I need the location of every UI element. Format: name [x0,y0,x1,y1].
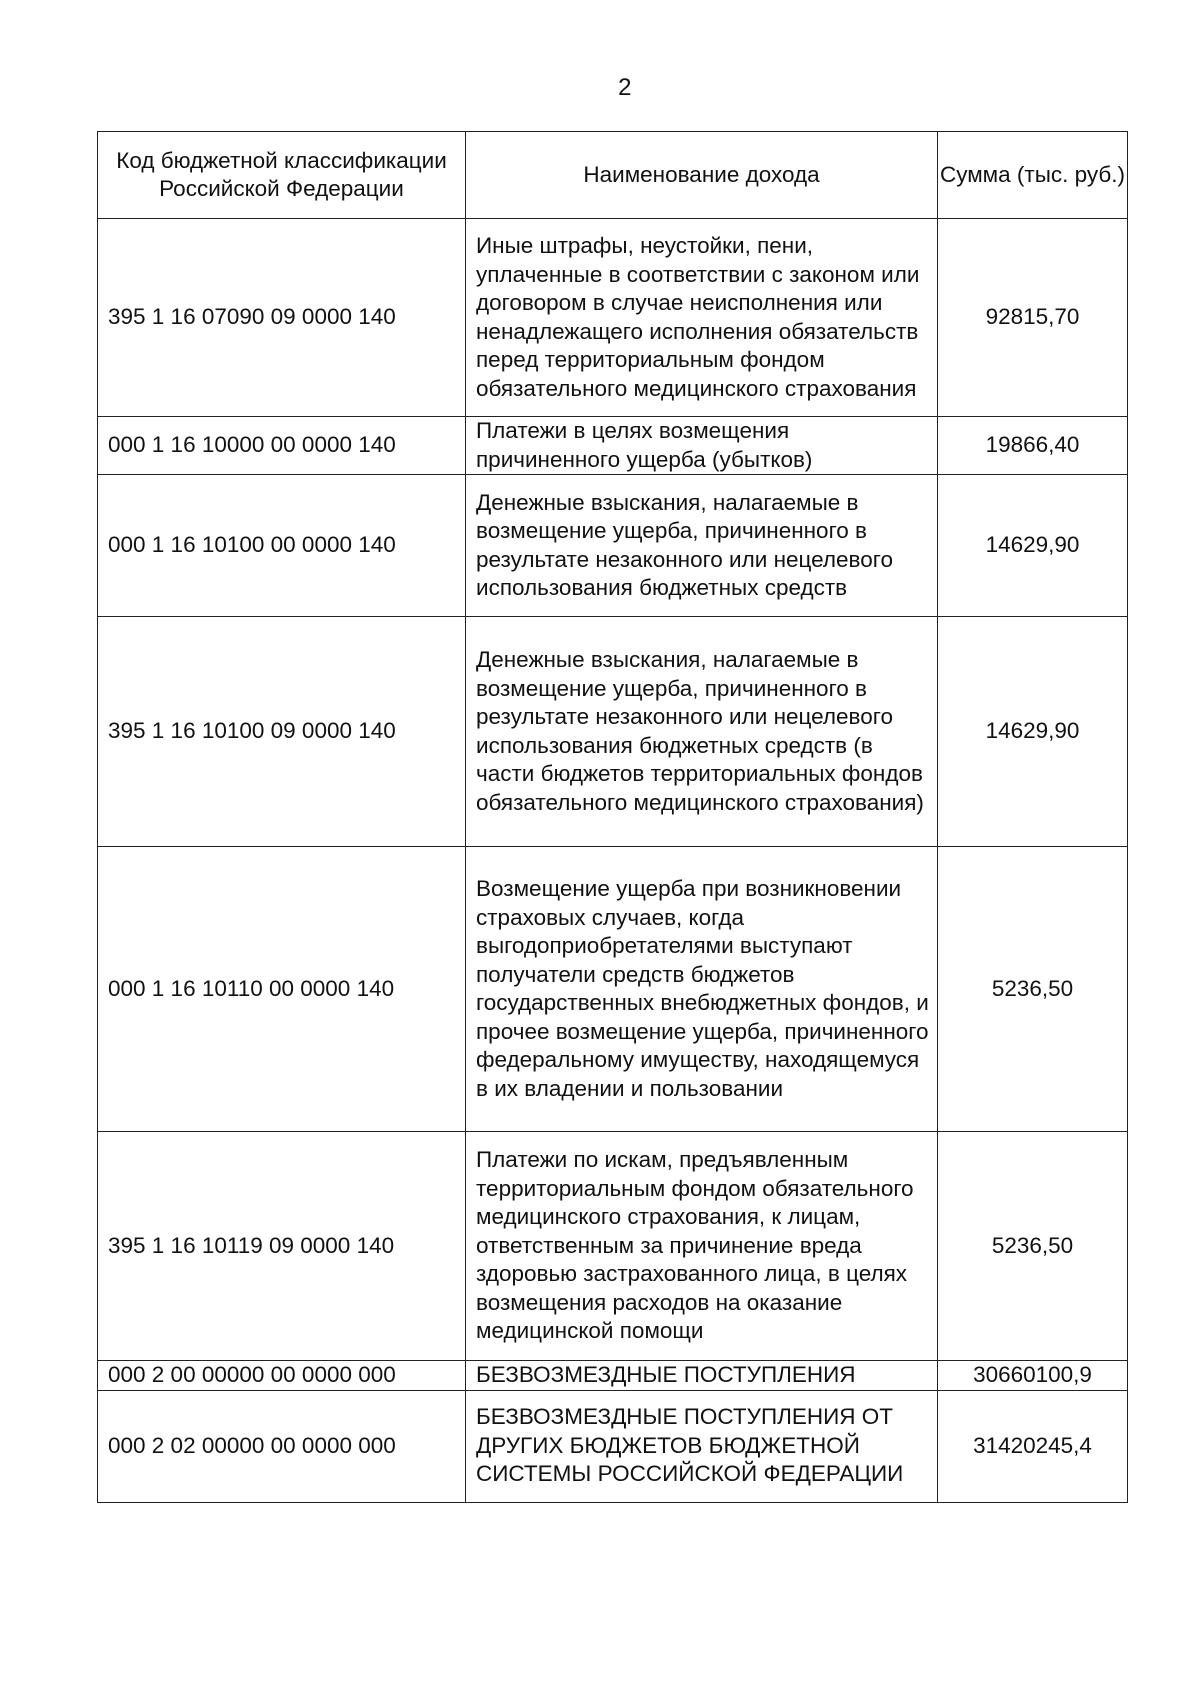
row-name: Денежные взыскания, налагаемые в возмещение ущерба, причиненного в результате незаконного или нецелевого использования бюджетных средств (в части бюджетов территориальных фондов обязательного медицинского страхования) [466,617,938,847]
row-name: Платежи в целях возмещения причиненного ущерба (убытков) [466,417,938,475]
table-row [98,617,1128,847]
table-header-row [98,132,1128,219]
table-row [98,1132,1128,1361]
income-table [97,131,1128,1503]
table-row [98,417,1128,475]
table-row [98,847,1128,1132]
row-code: 395 1 16 07090 09 0000 140 [98,219,466,417]
table-row [98,1361,1128,1391]
row-name: БЕЗВОЗМЕЗДНЫЕ ПОСТУПЛЕНИЯ [466,1361,938,1391]
table-row [98,475,1128,617]
row-sum: 5236,50 [938,847,1128,1132]
header-name: Наименование дохода [466,132,938,219]
row-code: 000 2 02 00000 00 0000 000 [98,1390,466,1502]
row-code: 000 2 00 00000 00 0000 000 [98,1361,466,1391]
row-sum: 30660100,9 [938,1361,1128,1391]
header-sum: Сумма (тыс. руб.) [938,132,1128,219]
table-row [98,1390,1128,1502]
row-code: 395 1 16 10119 09 0000 140 [98,1132,466,1361]
page-number: 2 [618,74,632,101]
row-name: Платежи по искам, предъявленным территориальным фондом обязательного медицинского страхования, к лицам, ответственным за причинение вреда здоровью застрахованного лица, в целях возмещения расходов на оказание медицинской помощи [466,1132,938,1361]
row-code: 000 1 16 10110 00 0000 140 [98,847,466,1132]
row-sum: 14629,90 [938,617,1128,847]
row-sum: 92815,70 [938,219,1128,417]
row-name: Возмещение ущерба при возникновении страховых случаев, когда выгодоприобретателями выступают получатели средств бюджетов государственных внебюджетных фондов, и прочее возмещение ущерба, причиненного федеральному имуществу, находящемуся в их владении и пользовании [466,847,938,1132]
row-sum: 5236,50 [938,1132,1128,1361]
row-code: 000 1 16 10100 00 0000 140 [98,475,466,617]
table-row [98,219,1128,417]
row-name: БЕЗВОЗМЕЗДНЫЕ ПОСТУПЛЕНИЯ ОТ ДРУГИХ БЮДЖЕТОВ БЮДЖЕТНОЙ СИСТЕМЫ РОССИЙСКОЙ ФЕДЕРАЦИИ [466,1390,938,1502]
row-code: 000 1 16 10000 00 0000 140 [98,417,466,475]
row-sum: 14629,90 [938,475,1128,617]
header-code: Код бюджетной классификации Российской Федерации [98,132,466,219]
row-sum: 19866,40 [938,417,1128,475]
row-sum: 31420245,4 [938,1390,1128,1502]
row-name: Иные штрафы, неустойки, пени, уплаченные в соответствии с законом или договором в случае неисполнения или ненадлежащего исполнения обязательств перед территориальным фондом обязательного медицинского страхования [466,219,938,417]
row-name: Денежные взыскания, налагаемые в возмещение ущерба, причиненного в результате незаконного или нецелевого использования бюджетных средств [466,475,938,617]
row-code: 395 1 16 10100 09 0000 140 [98,617,466,847]
